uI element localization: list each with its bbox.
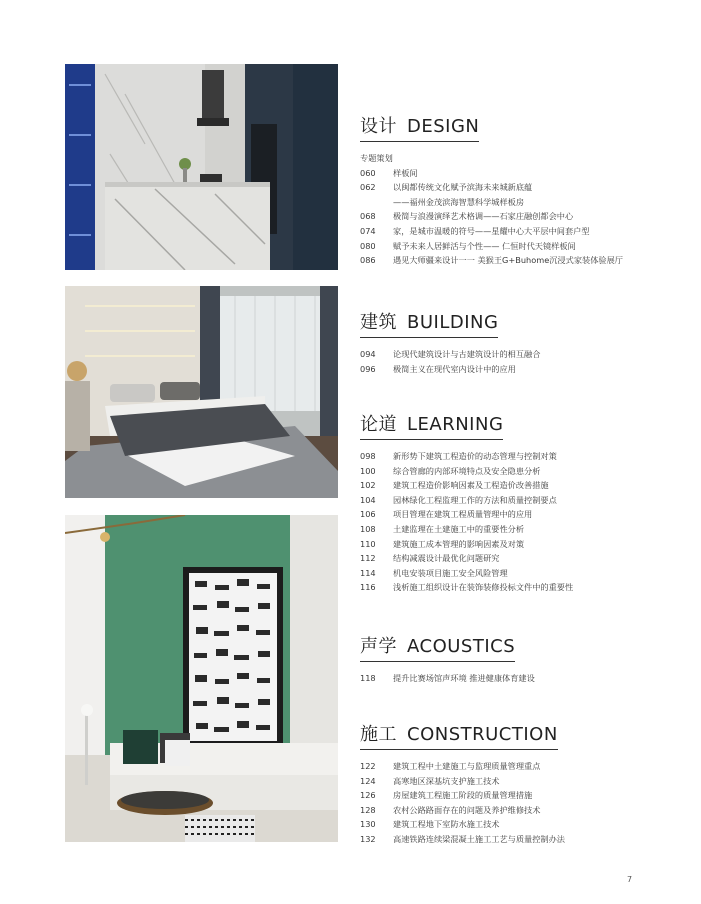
design-section: [360, 112, 690, 268]
toc-title: 极简主义在现代室内设计中的应用: [393, 363, 516, 374]
toc-title: 结构减震设计最优化问题研究: [393, 553, 500, 564]
toc-entry[interactable]: [360, 507, 690, 522]
toc-page: 074: [360, 225, 376, 236]
toc-entry[interactable]: [360, 362, 690, 377]
toc-entry[interactable]: [360, 803, 690, 818]
toc-page: 094: [360, 349, 376, 359]
toc-title: 样板间: [393, 167, 418, 178]
section-title-learning: [360, 410, 503, 440]
toc-entry[interactable]: [360, 537, 690, 552]
toc-page: 112: [360, 553, 376, 564]
toc-entry[interactable]: [360, 671, 690, 686]
section-title-zh: 声学: [360, 636, 397, 657]
toc-page: 062: [360, 182, 376, 193]
toc-entry[interactable]: [360, 759, 690, 774]
toc-title: 家，是城市温暖的符号——星耀中心大平层中间套户型: [393, 225, 590, 236]
toc-title: 高速铁路连续梁混凝土施工工艺与质量控制办法: [393, 833, 565, 844]
toc-title: 极简与浪漫演绎艺术格调——石家庄融创都会中心: [393, 211, 574, 222]
section-title-en: LEARNING: [407, 414, 504, 435]
toc-title: 建筑工程造价影响因素及工程造价改善措施: [393, 480, 549, 491]
toc-page: 068: [360, 211, 376, 222]
toc-page: 106: [360, 509, 376, 520]
toc-entry[interactable]: [360, 522, 690, 537]
toc-page: 110: [360, 538, 376, 549]
toc-entry[interactable]: [360, 478, 690, 493]
building-section: [360, 308, 690, 376]
toc-page: 132: [360, 833, 376, 844]
toc-page: 114: [360, 567, 376, 578]
toc-title: 新形势下建筑工程造价的动态管理与控制对策: [393, 451, 557, 461]
toc-page: 124: [360, 775, 376, 786]
toc-title: 土建监理在土建施工中的重要性分析: [393, 523, 525, 534]
toc-title: 建筑施工成本管理的影响因素及对策: [393, 538, 525, 549]
toc-page: 104: [360, 494, 376, 505]
toc-list: [360, 151, 690, 268]
toc-title: 建筑工程中土建施工与监理质量管理重点: [393, 761, 541, 771]
toc-page: 130: [360, 819, 376, 830]
toc-page: 122: [360, 761, 376, 771]
toc-title: 建筑工程地下室防水施工技术: [393, 819, 500, 830]
section-title-en: CONSTRUCTION: [407, 724, 558, 745]
toc-page: 108: [360, 523, 376, 534]
toc-entry[interactable]: [360, 347, 690, 362]
section-title-zh: 施工: [360, 724, 397, 745]
section-title-zh: 论道: [360, 414, 397, 435]
toc-entry[interactable]: [360, 788, 690, 803]
toc-page: 096: [360, 363, 376, 374]
toc-entry[interactable]: [360, 239, 690, 254]
toc-list: [360, 759, 690, 847]
section-title-en: DESIGN: [407, 116, 480, 137]
toc-title: 项目管理在建筑工程质量管理中的应用: [393, 509, 533, 520]
toc-title: 提升比赛场馆声环境 推进健康体育建设: [393, 673, 535, 683]
section-title-en: ACOUSTICS: [407, 636, 516, 657]
toc-title: 房屋建筑工程施工阶段的质量管理措施: [393, 790, 533, 801]
toc-entry[interactable]: [360, 774, 690, 789]
bedroom-interior-photo: [65, 286, 338, 498]
construction-section: [360, 720, 690, 847]
section-title-design: [360, 112, 479, 142]
toc-list: [360, 347, 690, 376]
toc-entry[interactable]: [360, 224, 690, 239]
toc-page: 080: [360, 240, 376, 251]
toc-page: 116: [360, 582, 376, 593]
toc-page: 060: [360, 167, 376, 178]
toc-title: 机电安装项目施工安全风险管理: [393, 567, 508, 578]
toc-page: 086: [360, 255, 376, 266]
learning-section: [360, 410, 690, 595]
toc-entry[interactable]: [360, 464, 690, 479]
toc-entry[interactable]: [360, 551, 690, 566]
toc-entry[interactable]: [360, 209, 690, 224]
acoustics-section: [360, 632, 690, 686]
section-title-acoustics: [360, 632, 515, 662]
toc-title: 以闽都传统文化赋予滨海未来城新底蕴: [393, 182, 533, 193]
toc-title: 赋予未来人居鲜活与个性—— 仁恒时代天镜样板间: [393, 240, 576, 251]
section-title-building: [360, 308, 498, 338]
toc-title: 论现代建筑设计与古建筑设计的相互融合: [393, 349, 541, 359]
toc-page: 102: [360, 480, 376, 491]
toc-entry[interactable]: [360, 180, 690, 195]
toc-title: 遇见大师疆来设计一一 美猴王G+Buhome沉浸式家装体验展厅: [393, 255, 623, 266]
toc-subhead: 专题策划: [360, 153, 393, 163]
kitchen-interior-photo: [65, 64, 338, 270]
toc-title: 园林绿化工程监理工作的方法和质量控制要点: [393, 494, 557, 505]
toc-entry[interactable]: [360, 449, 690, 464]
section-title-en: BUILDING: [407, 312, 499, 333]
toc-page: 126: [360, 790, 376, 801]
toc-page: 128: [360, 804, 376, 815]
toc-entry[interactable]: [360, 580, 690, 595]
section-title-zh: 设计: [360, 116, 397, 137]
toc-entry[interactable]: [360, 493, 690, 508]
toc-entry[interactable]: [360, 817, 690, 832]
toc-title: 高寒地区深基坑支护施工技术: [393, 775, 500, 786]
toc-entry[interactable]: [360, 166, 690, 181]
living-room-interior-photo: [65, 515, 338, 842]
toc-page: 118: [360, 673, 376, 683]
toc-title: 农村公路路面存在的问题及养护维修技术: [393, 804, 541, 815]
section-title-zh: 建筑: [360, 312, 397, 333]
toc-entry[interactable]: [360, 832, 690, 847]
toc-page: 098: [360, 451, 376, 461]
toc-entry[interactable]: [360, 566, 690, 581]
toc-title: 浅析施工组织设计在装饰装修投标文件中的重要性: [393, 582, 574, 593]
page-number: 7: [627, 875, 633, 884]
toc-list: [360, 671, 690, 686]
section-title-construction: [360, 720, 558, 750]
toc-page: 100: [360, 465, 376, 476]
toc-list: [360, 449, 690, 595]
toc-entry-continuation: ——福州金茂滨海智慧科学城样板房: [393, 196, 525, 207]
toc-entry[interactable]: [360, 253, 690, 268]
toc-title: 综合管廊的内部环境特点及安全隐患分析: [393, 465, 541, 476]
